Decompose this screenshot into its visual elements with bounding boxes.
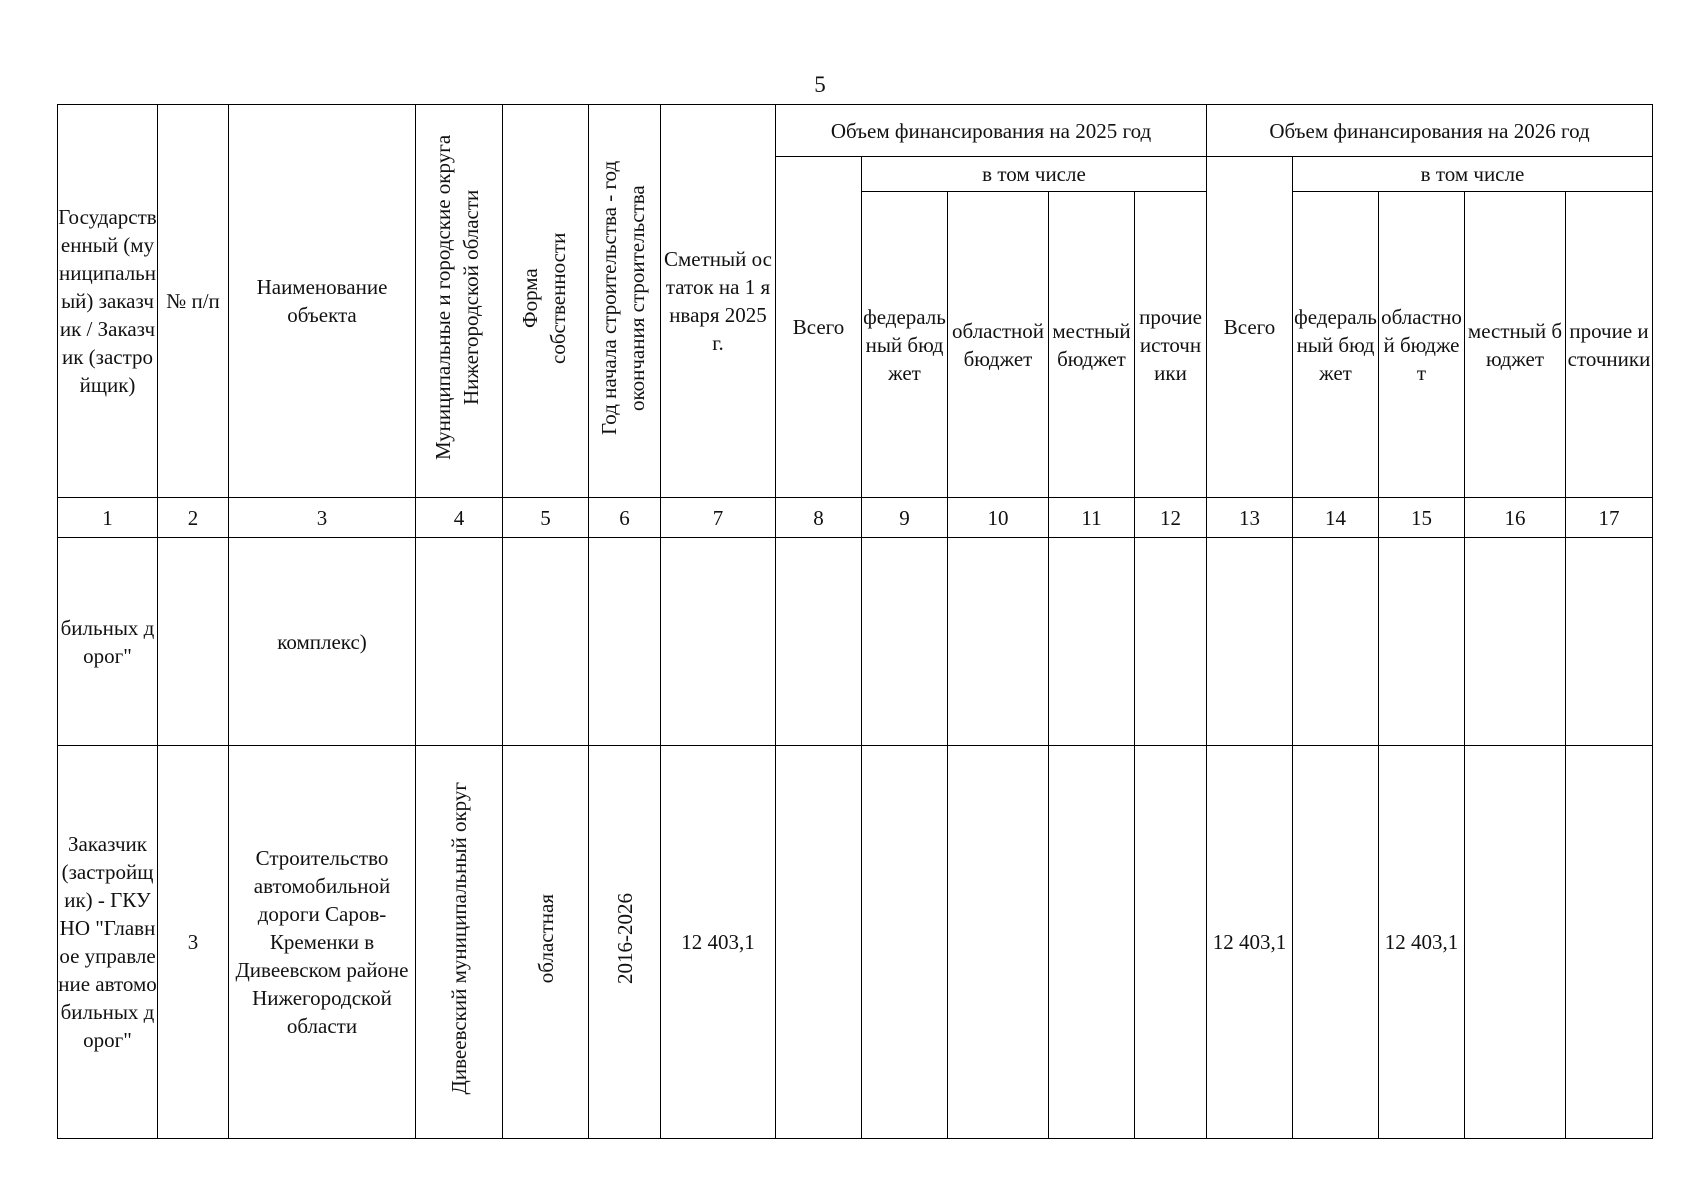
cell-municipality-text: Дивеевский муниципальный округ xyxy=(447,782,471,1095)
header-ownership-text: Форма собственности xyxy=(517,231,570,364)
header-fin-2026: Объем финансирования на 2026 год xyxy=(1207,105,1653,157)
cell-federal-2026 xyxy=(1293,746,1379,1139)
header-years xyxy=(589,105,661,498)
cell-regional-2025 xyxy=(948,538,1049,746)
column-number: 9 xyxy=(862,498,948,538)
cell-balance xyxy=(661,538,776,746)
cell-federal-2025 xyxy=(862,746,948,1139)
cell-num: 3 xyxy=(158,746,229,1139)
financing-table xyxy=(57,104,1653,1139)
cell-ownership-text: областная xyxy=(533,893,558,984)
cell-other-2026 xyxy=(1566,538,1653,746)
column-number: 13 xyxy=(1207,498,1293,538)
cell-municipality xyxy=(416,746,503,1139)
header-total-2025: Всего xyxy=(776,157,862,498)
header-other-2025: прочие источники xyxy=(1135,192,1207,498)
cell-ownership xyxy=(503,538,589,746)
header-other-2026: прочие источники xyxy=(1566,192,1653,498)
header-regional-2026: областной бюджет xyxy=(1379,192,1465,498)
column-number: 3 xyxy=(229,498,416,538)
header-local-2026: местный бюджет xyxy=(1465,192,1566,498)
header-years-text: Год начала строительства - год окончания строительства xyxy=(596,160,649,435)
column-number: 11 xyxy=(1049,498,1135,538)
page-number: 5 xyxy=(814,72,826,97)
cell-object-name: Строительство автомобильной дороги Саров-Кременки в Дивеевском районе Нижегородской области xyxy=(229,746,416,1139)
header-ownership xyxy=(503,105,589,498)
header-local-2025: местный бюджет xyxy=(1049,192,1135,498)
column-number: 17 xyxy=(1566,498,1653,538)
column-number-row xyxy=(58,498,1653,538)
cell-num xyxy=(158,538,229,746)
header-object-name: Наименование объекта xyxy=(229,105,416,498)
header-municipality-text: Муниципальные и городские округа Нижегородской области xyxy=(431,134,483,461)
cell-municipality xyxy=(416,538,503,746)
cell-regional-2026: 12 403,1 xyxy=(1379,746,1465,1139)
header-row-1 xyxy=(58,105,1653,157)
cell-customer: бильных дорог" xyxy=(58,538,158,746)
header-federal-2026: федеральный бюджет xyxy=(1293,192,1379,498)
header-total-2026: Всего xyxy=(1207,157,1293,498)
table-row xyxy=(58,746,1653,1139)
cell-total-2025 xyxy=(776,746,862,1139)
header-municipality xyxy=(416,105,503,498)
cell-object-name: комплекс) xyxy=(229,538,416,746)
header-including-2026: в том числе xyxy=(1293,157,1653,192)
column-number: 14 xyxy=(1293,498,1379,538)
cell-customer: Заказчик (застройщик) - ГКУ НО "Главное управление автомобильных дорог" xyxy=(58,746,158,1139)
table-row xyxy=(58,538,1653,746)
cell-other-2025 xyxy=(1135,746,1207,1139)
column-number: 8 xyxy=(776,498,862,538)
cell-regional-2026 xyxy=(1379,538,1465,746)
cell-other-2026 xyxy=(1566,746,1653,1139)
column-number: 7 xyxy=(661,498,776,538)
column-number: 12 xyxy=(1135,498,1207,538)
header-customer: Государственный (муниципальный) заказчик / Заказчик (застройщик) xyxy=(58,105,158,498)
cell-regional-2025 xyxy=(948,746,1049,1139)
cell-local-2025 xyxy=(1049,538,1135,746)
column-number: 1 xyxy=(58,498,158,538)
cell-total-2026: 12 403,1 xyxy=(1207,746,1293,1139)
column-number: 5 xyxy=(503,498,589,538)
column-number: 15 xyxy=(1379,498,1465,538)
header-including-2025: в том числе xyxy=(862,157,1207,192)
cell-federal-2025 xyxy=(862,538,948,746)
cell-years xyxy=(589,746,661,1139)
header-num: № п/п xyxy=(158,105,229,498)
cell-local-2025 xyxy=(1049,746,1135,1139)
cell-other-2025 xyxy=(1135,538,1207,746)
header-fin-2025: Объем финансирования на 2025 год xyxy=(776,105,1207,157)
cell-ownership xyxy=(503,746,589,1139)
column-number: 10 xyxy=(948,498,1049,538)
cell-years xyxy=(589,538,661,746)
header-federal-2025: федеральный бюджет xyxy=(862,192,948,498)
cell-local-2026 xyxy=(1465,746,1566,1139)
column-number: 6 xyxy=(589,498,661,538)
cell-local-2026 xyxy=(1465,538,1566,746)
header-regional-2025: областной бюджет xyxy=(948,192,1049,498)
header-balance: Сметный остаток на 1 января 2025 г. xyxy=(661,105,776,498)
cell-total-2026 xyxy=(1207,538,1293,746)
cell-balance: 12 403,1 xyxy=(661,746,776,1139)
cell-years-text: 2016-2026 xyxy=(612,893,637,984)
cell-federal-2026 xyxy=(1293,538,1379,746)
cell-total-2025 xyxy=(776,538,862,746)
column-number: 2 xyxy=(158,498,229,538)
column-number: 16 xyxy=(1465,498,1566,538)
column-number: 4 xyxy=(416,498,503,538)
